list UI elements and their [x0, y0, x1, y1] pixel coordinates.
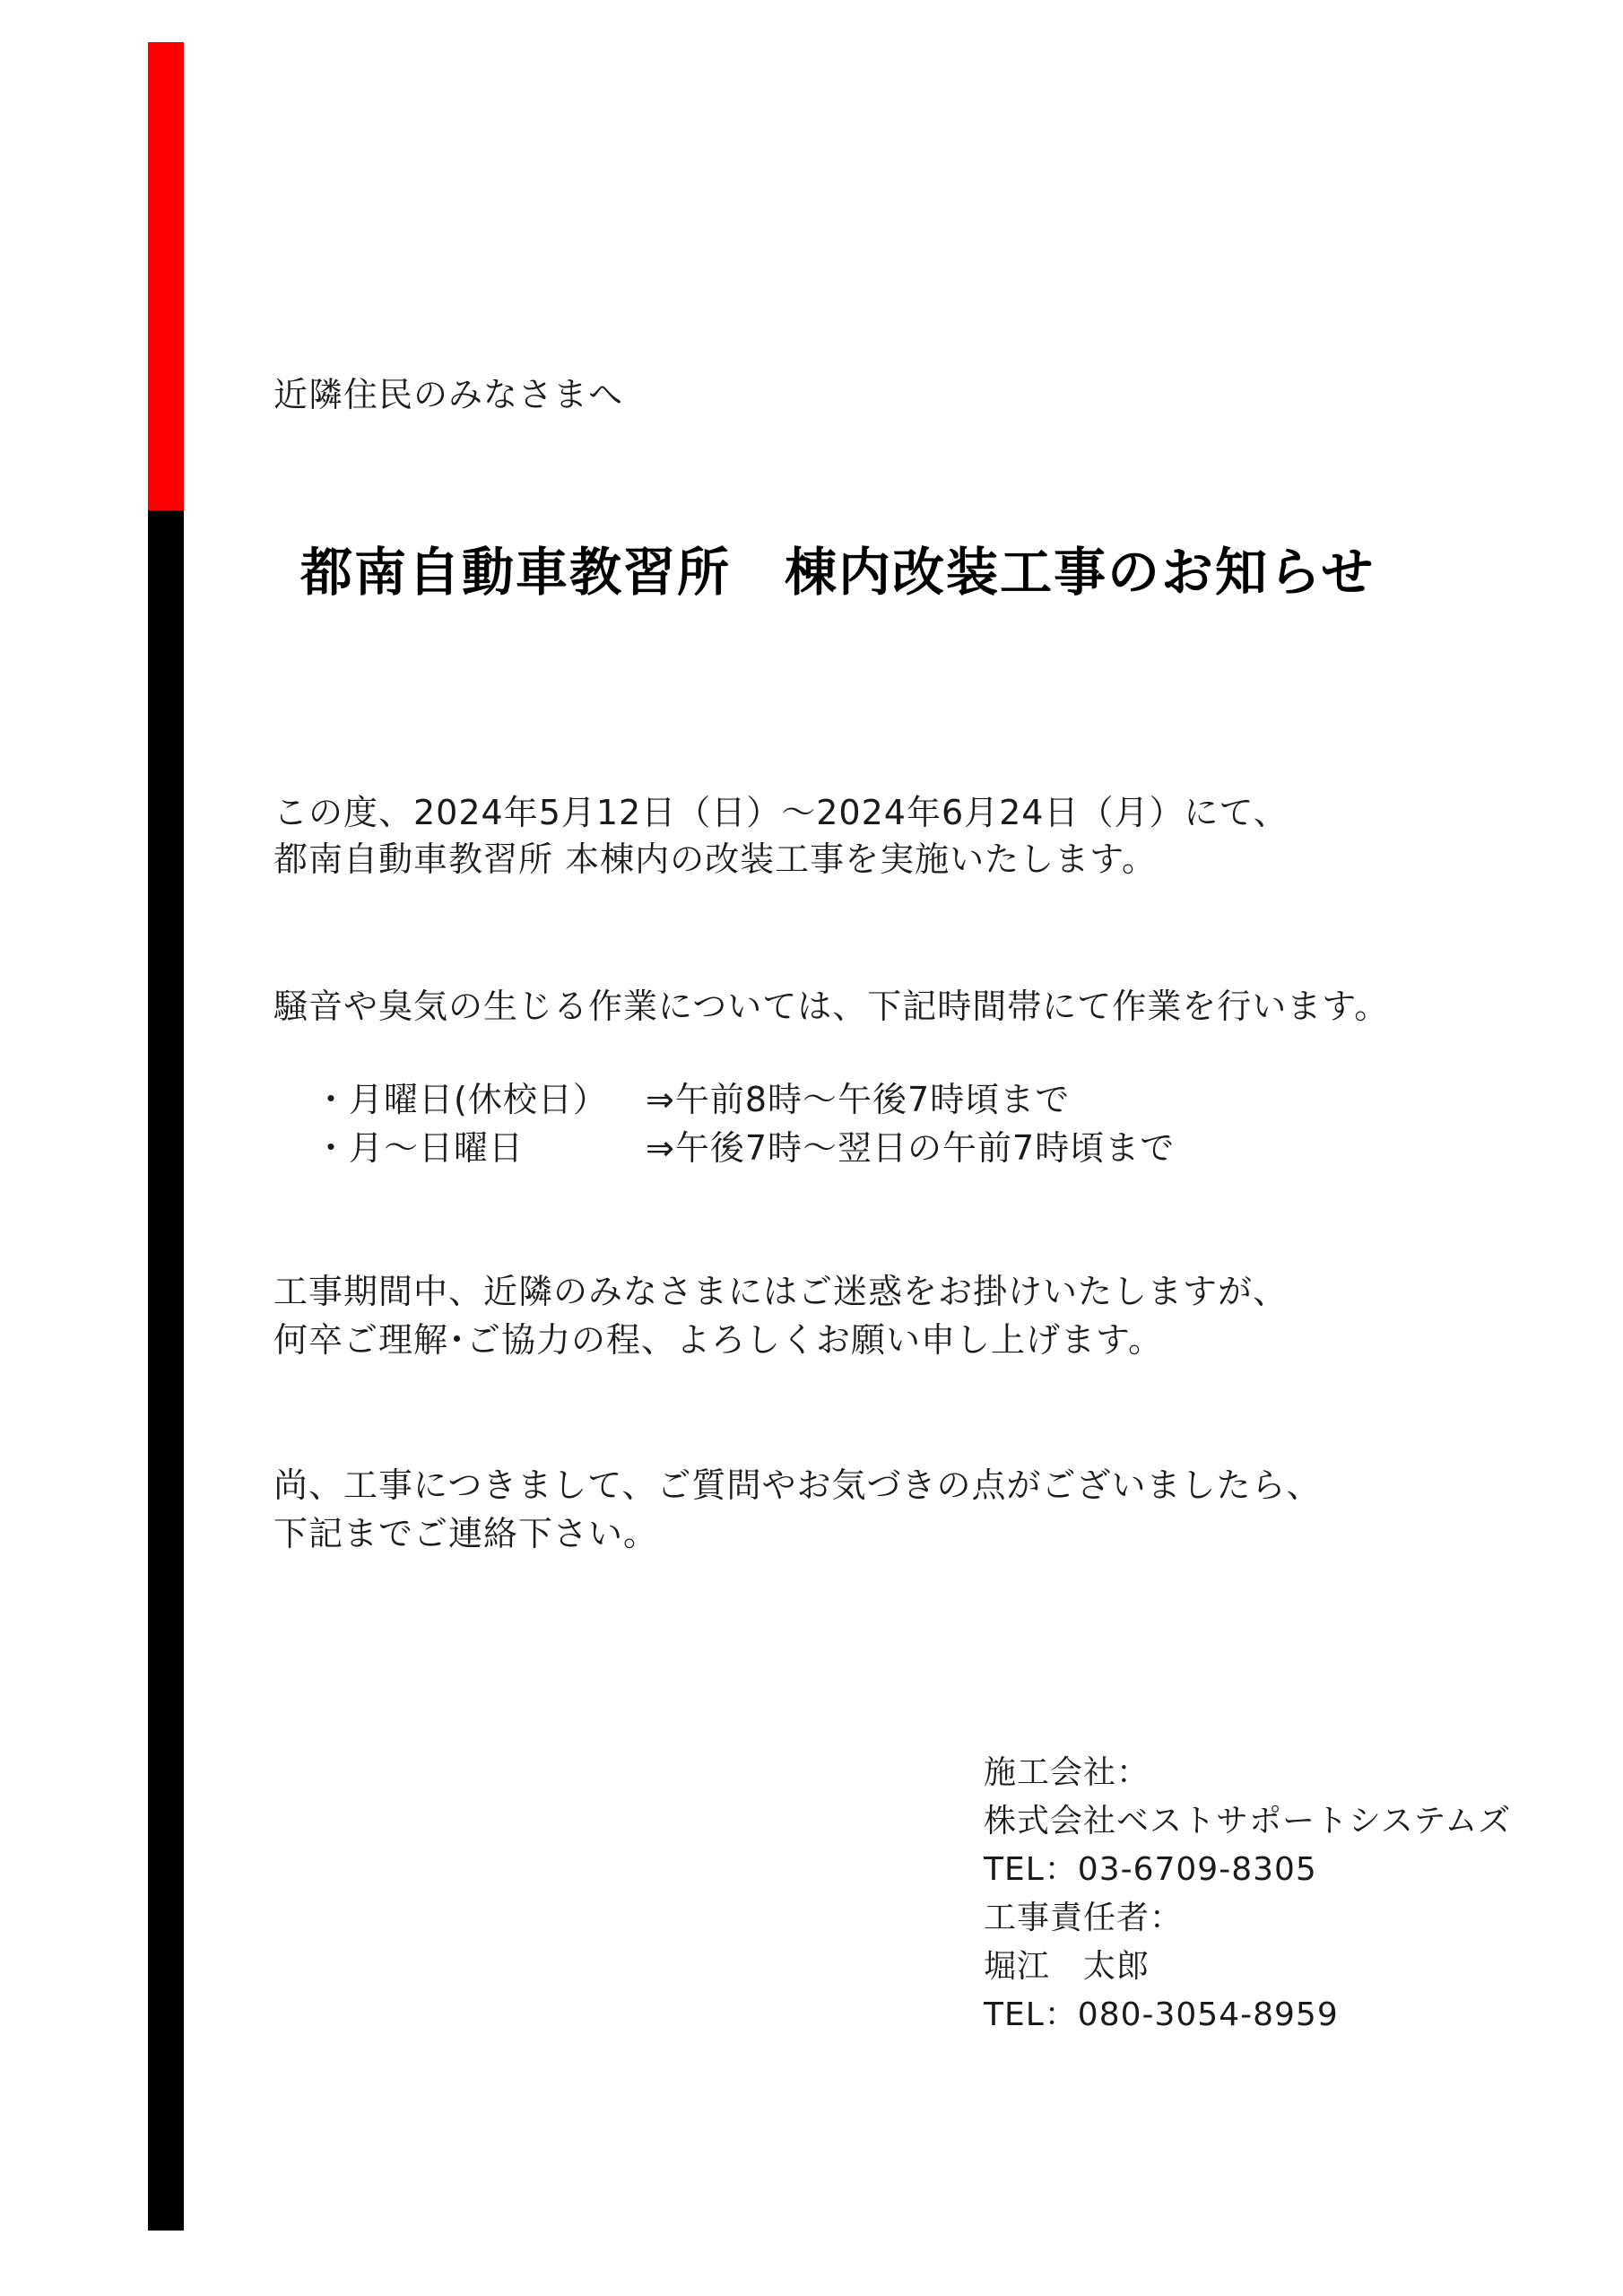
schedule-day-label: ・月～日曜日	[314, 1128, 525, 1168]
apology-line-1: 工事期間中、近隣のみなさまにはご迷惑をお掛けいたしますが、	[273, 1272, 1289, 1311]
manager-label: 工事責任者：	[984, 1900, 1184, 1936]
side-bar-red-segment	[148, 42, 184, 510]
company-name: 株式会社ベストサポートシステムズ	[984, 1803, 1512, 1839]
schedule-item	[314, 1125, 1175, 1171]
intro-line-1: この度、2024年5月12日（日）～2024年6月24日（月）にて、	[273, 793, 1289, 832]
apology-line-2: 何卒ご理解･ご協力の程、よろしくお願い申し上げます。	[273, 1320, 1163, 1360]
decorative-side-bar	[148, 42, 184, 2231]
schedule-time: ⇒午後7時～翌日の午前7時頃まで	[646, 1128, 1176, 1168]
contact-block	[984, 1749, 1511, 2039]
company-label: 施工会社：	[984, 1754, 1150, 1791]
greeting: 近隣住民のみなさまへ	[273, 375, 624, 414]
work-hours-intro: 騒音や臭気の生じる作業については、下記時間帯にて作業を行います。	[273, 987, 1390, 1026]
side-bar-black-segment	[148, 510, 184, 2231]
inquiry-line-1: 尚、工事につきまして、ご質問やお気づきの点がございましたら、	[273, 1465, 1322, 1505]
manager-phone: TEL：080-3054-8959	[984, 1996, 1339, 2033]
manager-name: 堀江 太郎	[984, 1948, 1150, 1985]
inquiry-line-2: 下記までご連絡下さい。	[273, 1514, 659, 1553]
notice-title: 都南自動車教習所 棟内改装工事のお知らせ	[300, 542, 1376, 603]
schedule-day-label: ・月曜日(休校日）	[314, 1080, 608, 1119]
schedule-item	[314, 1076, 1070, 1123]
intro-line-2: 都南自動車教習所 本棟内の改装工事を実施いたします。	[273, 839, 1158, 879]
schedule-time: ⇒午前8時～午後7時頃まで	[646, 1080, 1071, 1119]
company-phone: TEL：03-6709-8305	[984, 1851, 1317, 1888]
